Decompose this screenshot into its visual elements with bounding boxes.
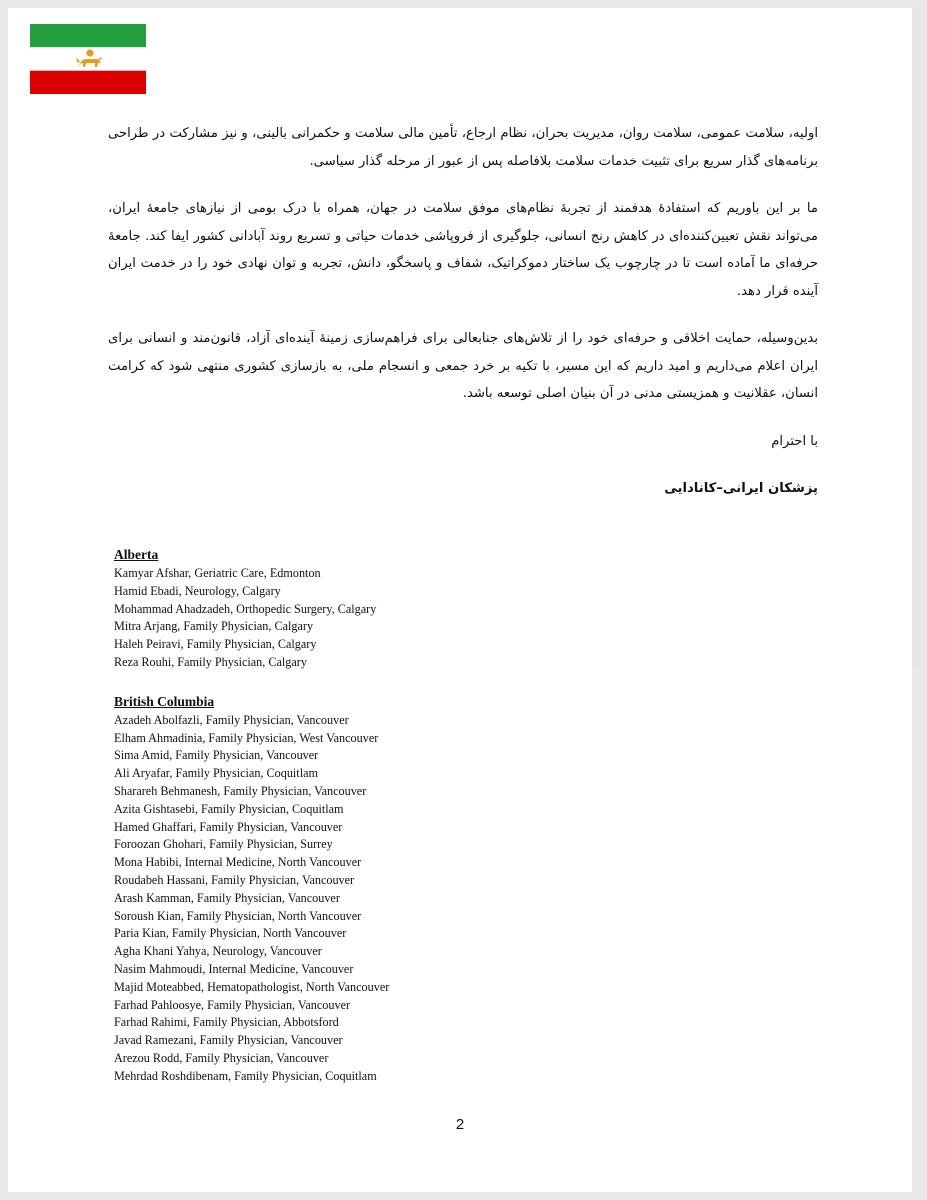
signatory-entry: Mohammad Ahadzadeh, Orthopedic Surgery, Calgary [114, 601, 377, 616]
signatory-entry: Farhad Rahimi, Family Physician, Abbotsford [114, 1015, 339, 1030]
signatory-entry: Sima Amid, Family Physician, Vancouver [114, 748, 319, 763]
letter-paragraph: اولیه، سلامت عمومی، سلامت روان، مدیریت بحران، نظام ارجاع، تأمین مالی سلامت و حکمرانی بالینی، و نیز مشارکت در طراحی برنامه‌های گذار سریع برای تثبیت خدمات سلامت بلافاصله پس از عبور از مرحله گذار سیاسی. [108, 126, 818, 169]
province-heading: British Columbia [114, 693, 215, 709]
signatory-entry: Mitra Arjang, Family Physician, Calgary [114, 619, 314, 634]
signatory-entry: Arezou Rodd, Family Physician, Vancouver [114, 1050, 329, 1065]
letter-signature: پزشکان ایرانی–کانادایی [664, 481, 818, 496]
signatory-entry: Ali Aryafar, Family Physician, Coquitlam [114, 766, 318, 781]
signatory-entry: Azadeh Abolfazli, Family Physician, Vancouver [114, 712, 349, 727]
signatory-entry: Arash Kamman, Family Physician, Vancouver [114, 890, 340, 905]
signatory-entry: Elham Ahmadinia, Family Physician, West Vancouver [114, 730, 379, 745]
signatory-entry: Mona Habibi, Internal Medicine, North Vancouver [114, 855, 362, 870]
signatory-entry: Mehrdad Roshdibenam, Family Physician, Coquitlam [114, 1068, 377, 1083]
signatory-list [114, 712, 614, 1086]
signatory-entry: Reza Rouhi, Family Physician, Calgary [114, 654, 307, 669]
signatory-entry: Nasim Mahmoudi, Internal Medicine, Vancouver [114, 961, 354, 976]
signatory-entry: Paria Kian, Family Physician, North Vancouver [114, 926, 347, 941]
signatory-entry: Azita Gishtasebi, Family Physician, Coquitlam [114, 801, 344, 816]
signatory-entry: Hamid Ebadi, Neurology, Calgary [114, 583, 281, 598]
signatory-entry: Kamyar Afshar, Geriatric Care, Edmonton [114, 566, 321, 580]
signatory-entry: Foroozan Ghohari, Family Physician, Surrey [114, 837, 333, 852]
scrollbar[interactable] [912, 8, 920, 668]
signatory-entry: Soroush Kian, Family Physician, North Vancouver [114, 908, 362, 923]
province-heading: Alberta [114, 547, 159, 562]
lion-and-sun-flag-icon [30, 24, 146, 94]
letter-paragraph: بدین‌وسیله، حمایت اخلاقی و حرفه‌ای خود را از تلاش‌های جنابعالی برای فراهم‌سازی زمینهٔ آینده‌ای آزاد، قانون‌مند و انسانی برای ایران اعلام می‌داریم و امید داریم که این مسیر، با تکیه بر خرد جمعی و انسجام ملی، به بازسازی کشوری منتهی شود که کرامت انسان، عقلانیت و همزیستی مدنی در آن بنیان اصلی توسعه باشد. [108, 331, 818, 401]
signatory-entry: Sharareh Behmanesh, Family Physician, Vancouver [114, 783, 367, 798]
signatory-entry: Javad Ramezani, Family Physician, Vancouver [114, 1033, 343, 1048]
persian-letter-body [108, 120, 818, 523]
signatory-lists [114, 545, 614, 1086]
signatory-list [114, 565, 614, 672]
signatory-entry: Agha Khani Yahya, Neurology, Vancouver [114, 944, 322, 959]
signatory-entry: Hamed Ghaffari, Family Physician, Vancouver [114, 819, 343, 834]
province-section-british-columbia [114, 692, 614, 1086]
letter-closing: با احترام [771, 433, 818, 449]
province-section-alberta [114, 545, 614, 672]
signatory-entry: Farhad Pahloosye, Family Physician, Vancouver [114, 997, 351, 1012]
page-number: 2 [455, 1116, 465, 1133]
letter-paragraph: ما بر این باوریم که استفادهٔ هدفمند از تجربهٔ نظام‌های موفق سلامت در جهان، همراه با درک بومی از نیازهای جامعهٔ ایران، می‌تواند نقش تعیین‌کننده‌ای در کاهش رنج انسانی، جلوگیری از فروپاشی خدمات حیاتی و تسریع روند آبادانی کشور ایفا کند. جامعهٔ حرفه‌ای ما آماده است تا در چارچوب یک ساختار دموکراتیک، شفاف و پاسخگو، دانش، تجربه و توان نهادی خود را در خدمت ایران آینده قرار دهد. [108, 201, 818, 299]
signatory-entry: Haleh Peiravi, Family Physician, Calgary [114, 637, 317, 652]
document-page [8, 8, 912, 1192]
signatory-entry: Roudabeh Hassani, Family Physician, Vancouver [114, 872, 355, 887]
signatory-entry: Majid Moteabbed, Hematopathologist, North Vancouver [114, 979, 390, 994]
